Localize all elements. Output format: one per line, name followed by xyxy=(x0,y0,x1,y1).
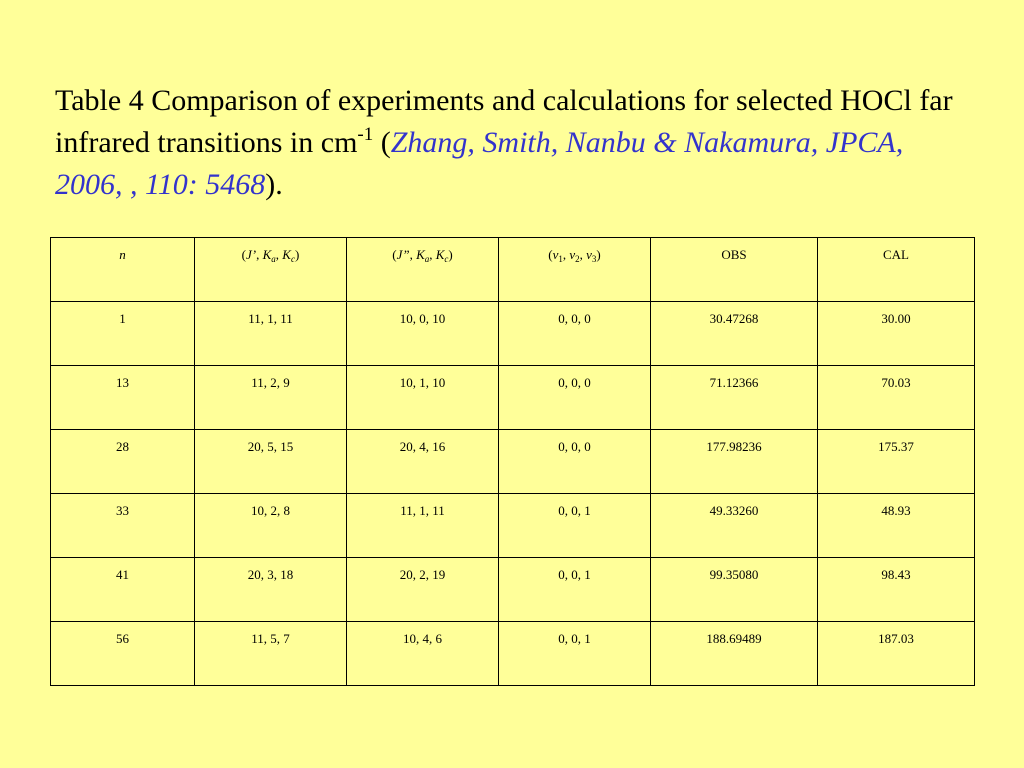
cell-upper-state: 10, 2, 8 xyxy=(195,494,347,558)
header-vibration: ($\nu_1$, $\nu_2$, $\nu_3$) xyxy=(499,238,651,302)
cell-n: 41 xyxy=(51,558,195,622)
header-n xyxy=(51,238,195,302)
header-obs: OBS xyxy=(651,238,818,302)
cell-upper-state: 20, 3, 18 xyxy=(195,558,347,622)
cell-cal: 175.37 xyxy=(818,430,975,494)
cell-obs: 30.47268 xyxy=(651,302,818,366)
cell-obs: 99.35080 xyxy=(651,558,818,622)
cell-vibration: 0, 0, 0 xyxy=(499,430,651,494)
cell-upper-state: 11, 5, 7 xyxy=(195,622,347,686)
cell-vibration: 0, 0, 1 xyxy=(499,558,651,622)
cell-obs: 177.98236 xyxy=(651,430,818,494)
cell-vibration: 0, 0, 0 xyxy=(499,302,651,366)
cell-upper-state: 11, 1, 11 xyxy=(195,302,347,366)
cell-lower-state: 10, 4, 6 xyxy=(347,622,499,686)
cell-lower-state: 11, 1, 11 xyxy=(347,494,499,558)
cell-lower-state: 10, 1, 10 xyxy=(347,366,499,430)
table-row xyxy=(51,366,975,430)
cell-cal: 98.43 xyxy=(818,558,975,622)
table-row xyxy=(51,302,975,366)
citation-reference: Zhang, Smith, Nanbu & Nakamura, JPCA, 2006, , 110: 5468 xyxy=(55,126,904,201)
table-caption xyxy=(55,80,975,206)
cell-upper-state: 11, 2, 9 xyxy=(195,366,347,430)
cell-vibration: 0, 0, 1 xyxy=(499,494,651,558)
cell-n: 56 xyxy=(51,622,195,686)
cell-cal: 70.03 xyxy=(818,366,975,430)
table-row xyxy=(51,558,975,622)
caption-text: Table 4 Comparison of experiments and calculations for selected HOCl far infrared transitions in cm xyxy=(55,84,953,159)
cell-cal: 187.03 xyxy=(818,622,975,686)
cell-vibration: 0, 0, 0 xyxy=(499,366,651,430)
caption-open-paren: ( xyxy=(373,126,391,159)
cell-n: 33 xyxy=(51,494,195,558)
table-row xyxy=(51,622,975,686)
header-n-label: n xyxy=(119,247,126,262)
header-cal: CAL xyxy=(818,238,975,302)
header-upper-state: (J’, $K_a$, $K_c$) xyxy=(195,238,347,302)
cell-obs: 49.33260 xyxy=(651,494,818,558)
table-row xyxy=(51,430,975,494)
caption-superscript: -1 xyxy=(357,124,374,145)
header-lower-state: (J”, $K_a$, $K_c$) xyxy=(347,238,499,302)
cell-n: 13 xyxy=(51,366,195,430)
cell-n: 28 xyxy=(51,430,195,494)
cell-cal: 48.93 xyxy=(818,494,975,558)
cell-obs: 188.69489 xyxy=(651,622,818,686)
cell-obs: 71.12366 xyxy=(651,366,818,430)
cell-lower-state: 20, 2, 19 xyxy=(347,558,499,622)
table-row xyxy=(51,494,975,558)
cell-n: 1 xyxy=(51,302,195,366)
cell-upper-state: 20, 5, 15 xyxy=(195,430,347,494)
cell-lower-state: 20, 4, 16 xyxy=(347,430,499,494)
transitions-table xyxy=(50,237,975,686)
cell-cal: 30.00 xyxy=(818,302,975,366)
caption-close: ). xyxy=(265,168,283,201)
cell-vibration: 0, 0, 1 xyxy=(499,622,651,686)
table-header-row xyxy=(51,238,975,302)
cell-lower-state: 10, 0, 10 xyxy=(347,302,499,366)
